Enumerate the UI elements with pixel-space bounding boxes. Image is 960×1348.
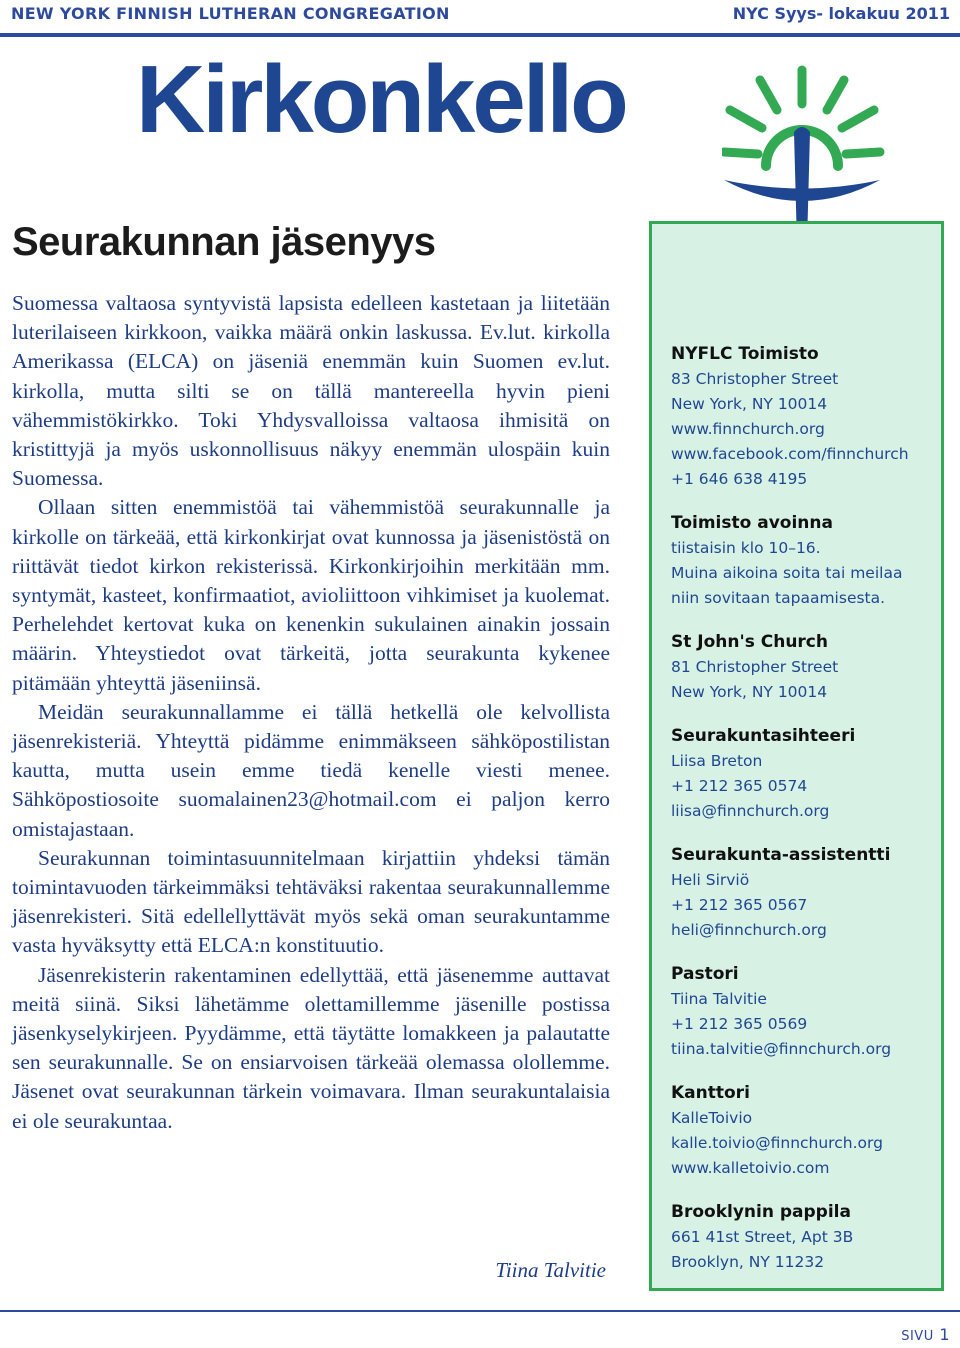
contact-line: 661 41st Street, Apt 3B [671,1228,854,1246]
contact-line: Tiina Talvitie [671,990,767,1008]
contact-heading: Brooklynin pappila [671,1202,851,1222]
email-link[interactable]: kalle.toivio@finnchurch.org [671,1134,883,1152]
contact-line: Brooklyn, NY 11232 [671,1253,825,1271]
phone-line: +1 212 365 0574 [671,777,808,795]
page-number-value: 1 [939,1325,950,1344]
contact-section-office [671,342,941,492]
organization-name: NEW YORK FINNISH LUTHERAN CONGREGATION [11,4,450,23]
contact-line: 81 Christopher Street [671,658,839,676]
article-body [12,289,610,1136]
contact-line: Heli Sirviö [671,871,750,889]
contact-heading: Seurakuntasihteeri [671,726,856,746]
page-number [901,1325,950,1344]
contact-line: 83 Christopher Street [671,370,839,388]
page-word: SIVU [901,1329,934,1344]
article-paragraph: Meidän seurakunnallamme ei tällä hetkellä ole kelvollista jäsenrekisteriä. Yhteyttä pidämme enimmäkseen sähköpostilistan kautta, mutta usein emme tiedä kenelle viesti menee. Sähköpostiosoite suomalainen23@hotmail.com ei paljon kerro omistajastaan. [12,699,610,841]
contact-heading: NYFLC Toimisto [671,344,819,364]
article-title: Seurakunnan jäsenyys [12,220,436,264]
contact-section-secretary [671,724,941,824]
contact-heading: Toimisto avoinna [671,513,833,533]
phone-line: +1 212 365 0569 [671,1015,808,1033]
contact-heading: Seurakunta-assistentti [671,845,891,865]
contact-line: niin sovitaan tapaamisesta. [671,589,886,607]
contact-line: New York, NY 10014 [671,683,828,701]
phone-line: +1 646 638 4195 [671,470,808,488]
website-link[interactable]: www.finnchurch.org [671,420,825,438]
contact-section-hours [671,511,941,611]
contact-heading: Pastori [671,964,739,984]
email-link[interactable]: tiina.talvitie@finnchurch.org [671,1040,892,1058]
article-paragraph: Ollaan sitten enemmistöä tai vähemmistöä seurakunnalle ja kirkolle on tärkeää, että kirkonkirjat ovat kunnossa ja jäsenistöstä on riittävät tiedot kirkon rekisterissä. Kirkonkirjoihin merkitään mm. syntymät, kasteet, konfirmaatiot, avioliittoon vihkimiset ja kuolemat. Perhelehdet kertovat kuka on kenenkin sukulainen ainakin jossain määrin. Yhteystiedot ovat tärkeitä, jotta seurakunta kykenee pitämään yhteyttä jäseniinsä. [12,495,610,695]
header-divider [0,33,960,37]
article-paragraph: Seurakunnan toimintasuunnitelmaan kirjattiin yhdeksi tämän toimintavuoden tärkeimmäksi tehtäväksi rakentaa seurakunnallemme jäsenrekisteri. Sitä edellellyttävät myös sekä oman seurakuntamme vasta hyväksytty että ELCA:n konstituutio. [12,845,610,958]
contact-section-pastor [671,962,941,1062]
footer-divider [0,1310,960,1312]
contact-section-assistant [671,843,941,943]
newsletter-title: Kirkonkello [136,46,626,153]
phone-line: +1 212 365 0567 [671,896,808,914]
contact-heading: Kanttori [671,1083,750,1103]
article-author: Tiina Talvitie [495,1258,606,1282]
contact-line: Liisa Breton [671,752,763,770]
facebook-link[interactable]: www.facebook.com/finnchurch [671,445,909,463]
contact-line: KalleToivio [671,1109,753,1127]
article-paragraph: Suomessa valtaosa syntyvistä lapsista edelleen kastetaan ja liitetään luterilaiseen kirkkoon, vaikka määrä onkin laskussa. Ev.lut. kirkolla Amerikassa (ELCA) on jäseniä enemmän kuin Suomen ev.lut. kirkolla, mutta silti se on tällä mantereella hyvin pieni vähemmistökirkko. Toki Yhdysvalloissa valtaosa ihmisitä on kristittyjä ja myös uskonnollisuus näkyy enemmän ulospäin kuin Suomessa. [12,291,610,491]
email-link[interactable]: heli@finnchurch.org [671,921,827,939]
contact-section-church [671,630,941,705]
contact-section-parsonage [671,1200,941,1275]
contact-sidebar [649,221,944,1291]
contact-line: Muina aikoina soita tai meilaa [671,564,903,582]
contact-heading: St John's Church [671,632,828,652]
contact-line: tiistaisin klo 10–16. [671,539,821,557]
article-paragraph: Jäsenrekisterin rakentaminen edellyttää, että jäsenemme auttavat meitä siinä. Siksi lähetämme olettamillemme jäsenille postissa jäsenkyselykirjeen. Pyydämme, että täytätte lomakkeen ja palautatte sen seurakunnalle. Se on ensiarvoisen tärkeää olemassa olollemme. Jäsenet ovat seurakunnan tärkein voimavara. Ilman seurakuntalaisia ei ole seurakuntaa. [12,962,610,1133]
email-link[interactable]: liisa@finnchurch.org [671,802,830,820]
issue-label: NYC Syys- lokakuu 2011 [732,4,950,23]
website-link[interactable]: www.kalletoivio.com [671,1159,830,1177]
contact-line: New York, NY 10014 [671,395,828,413]
contact-section-cantor [671,1081,941,1181]
